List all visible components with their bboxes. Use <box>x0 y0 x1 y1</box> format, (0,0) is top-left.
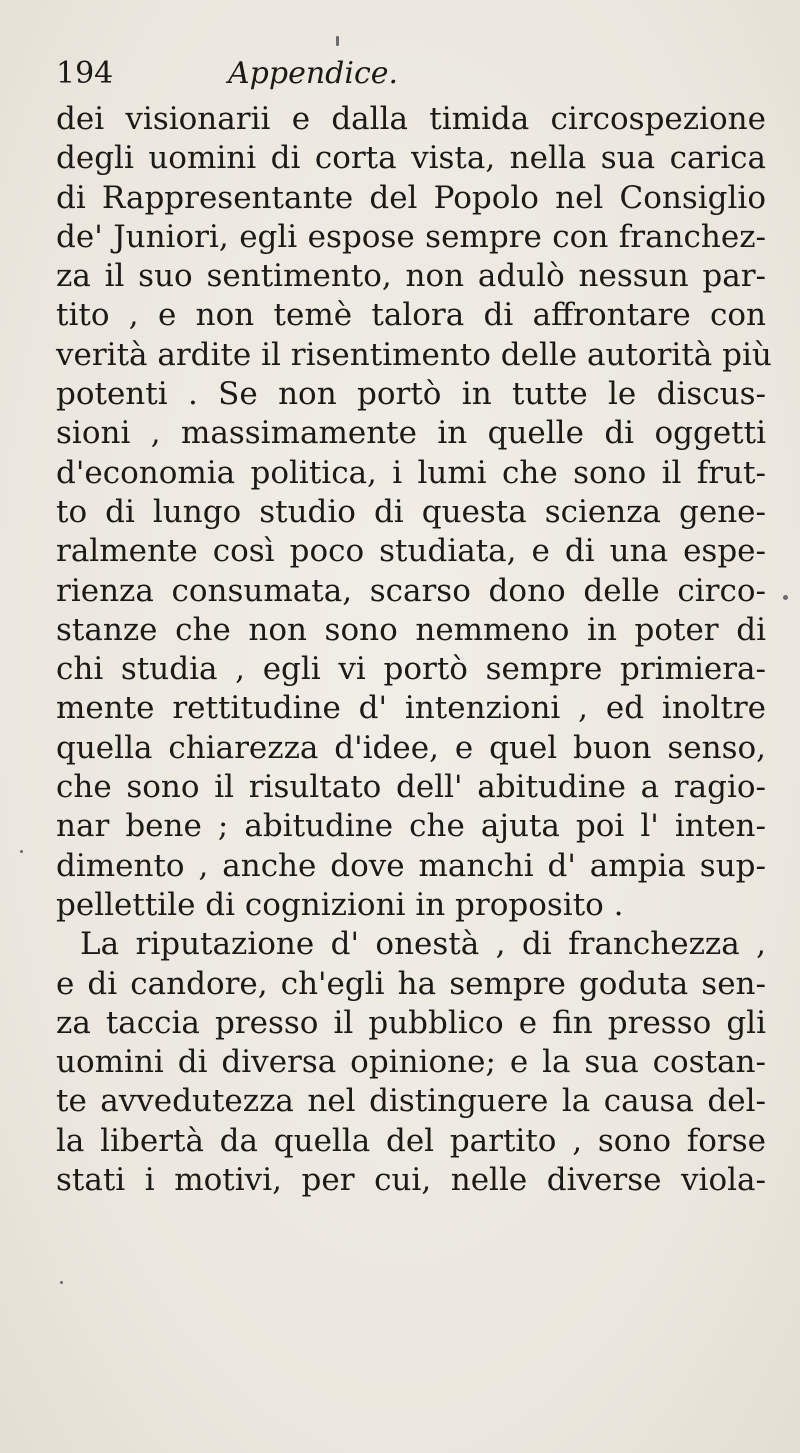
text-line: stanze che non sono nemmeno in poter di <box>56 611 766 648</box>
text-line: che sono il risultato dell' abitudine a ragio- <box>56 769 766 806</box>
page-header <box>56 56 656 96</box>
text-line: dei visionarii e dalla timida circospezione <box>56 101 766 137</box>
body-text <box>56 100 772 1200</box>
text-line: degli uomini di corta vista, nella sua carica <box>56 140 766 177</box>
text-line: to di lungo studio di questa scienza gene- <box>56 493 766 530</box>
text-line: ralmente così poco studiata, e di una espe- <box>56 533 766 570</box>
paper-speck <box>783 595 788 600</box>
text-line: rienza consumata, scarso dono delle circo- <box>56 572 766 609</box>
running-head: Appendice. <box>228 56 399 91</box>
text-line: sioni , massimamente in quelle di oggetti <box>56 415 766 452</box>
text-line: pellettile di cognizioni in proposito . <box>56 886 624 923</box>
paper-speck <box>20 850 23 853</box>
text-line: dimento , anche dove manchi d' ampia sup- <box>56 847 766 884</box>
text-line: tito , e non temè talora di affrontare con <box>56 297 766 334</box>
text-line: e di candore, ch'egli ha sempre goduta sen- <box>56 965 766 1002</box>
text-line: te avvedutezza nel distinguere la causa del- <box>56 1083 766 1120</box>
text-line: quella chiarezza d'idee, e quel buon senso, <box>56 729 766 766</box>
text-line: verità ardite il risentimento delle autorità più <box>56 336 772 373</box>
text-line: stati i motivi, per cui, nelle diverse viola- <box>56 1162 766 1199</box>
text-line: nar bene ; abitudine che ajuta poi l' inten- <box>56 808 766 845</box>
text-line: d'economia politica, i lumi che sono il frut- <box>56 454 766 491</box>
text-line: di Rappresentante del Popolo nel Consiglio <box>56 179 766 216</box>
text-line: la libertà da quella del partito , sono forse <box>56 1122 766 1159</box>
text-line: za taccia presso il pubblico e fin presso gli <box>56 1004 766 1041</box>
text-line: chi studia , egli vi portò sempre primiera- <box>56 651 766 688</box>
paper-speck <box>60 1281 63 1284</box>
paragraph-start-line: La riputazione d' onestà , di franchezza , <box>80 926 766 963</box>
paper-speck <box>336 36 339 46</box>
text-line: mente rettitudine d' intenzioni , ed inoltre <box>56 690 766 727</box>
text-line: de' Juniori, egli espose sempre con franchez- <box>56 218 766 255</box>
text-line: potenti . Se non portò in tutte le discus- <box>56 376 766 413</box>
text-line: uomini di diversa opinione; e la sua costan- <box>56 1044 766 1081</box>
page-number: 194 <box>56 56 114 91</box>
text-line: za il suo sentimento, non adulò nessun par- <box>56 258 766 295</box>
